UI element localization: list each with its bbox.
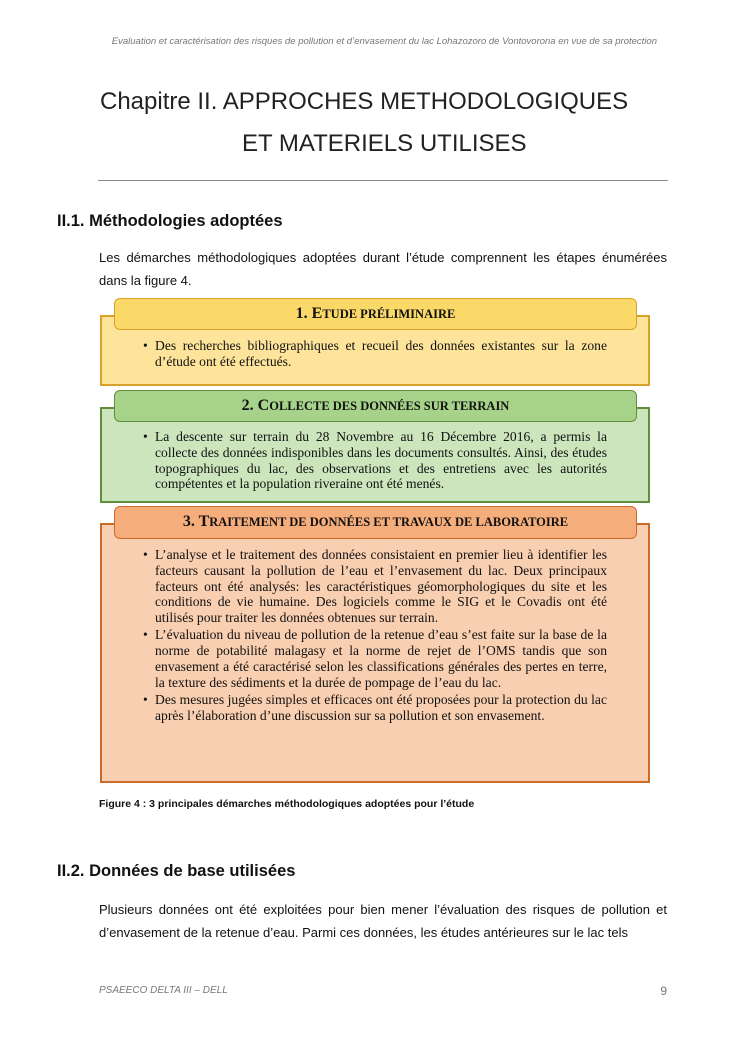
chapter-title-line-1: Chapitre II. APPROCHES METHODOLOGIQUES xyxy=(100,88,629,115)
step-2-title: 2. COLLECTE DES DONNÉES SUR TERRAIN xyxy=(114,390,637,422)
page-number: 9 xyxy=(660,984,667,998)
list-item: • La descente sur terrain du 28 Novembre au 16 Décembre 2016, a permis la collecte des données indisponibles dans les documents consultés. Ainsi, des études topographiques du lac, des observations et des entretiens avec les autorités compétentes et la population riveraine ont été menés. xyxy=(155,429,607,492)
figure-caption: Figure 4 : 3 principales démarches méthodologiques adoptées pour l’étude xyxy=(99,798,475,810)
section-intro-paragraph: Les démarches méthodologiques adoptées durant l’étude comprennent les étapes énumérées dans la figure 4. xyxy=(99,250,667,288)
list-item: • L’analyse et le traitement des données consistaient en premier lieu à identifier les facteurs causant la pollution de l’eau et l’envasement du lac. Deux principaux facteurs ont été analysés: les caractéristiques géomorphologiques du site et les conditions de vie humaine. Des logiciels comme le SIG et le Covadis ont été utilisés pour traiter les données obtenues sur terrain. xyxy=(155,547,607,626)
section-2-paragraph: Plusieurs données ont été exploitées pour bien mener l’évaluation des risques de pollution et d’envasement de la retenue d’eau. Parmi ces données, les études antérieures sur le lac tels xyxy=(99,902,667,940)
chapter-title-line-2: ET MATERIELS UTILISES xyxy=(242,130,527,157)
step-2-bullets xyxy=(155,429,607,494)
step-3-title: 3. TRAITEMENT DE DONNÉES ET TRAVAUX DE LABORATOIRE xyxy=(114,506,637,539)
list-item: • L’évaluation du niveau de pollution de la retenue d’eau s’est faite sur la base de la norme de potabilité malagasy et la norme de rejet de l’OMS tandis que son envasement a été caractérisé selon les classifications générales des pertes en terre, la texture des sédiments et la durée de pompage de l’eau du lac. xyxy=(155,627,607,690)
step-1-title: 1. ETUDE PRÉLIMINAIRE xyxy=(114,298,637,330)
list-item: • Des mesures jugées simples et efficaces ont été proposées pour la protection du lac après l’élaboration d’une discussion sur sa pollution et son envasement. xyxy=(155,692,607,724)
section-heading-donnees: II.2. Données de base utilisées xyxy=(57,862,296,880)
list-item: • Des recherches bibliographiques et recueil des données existantes sur la zone d’étude ont été effectués. xyxy=(155,338,607,370)
running-header: Evaluation et caractérisation des risques de pollution et d’envasement du lac Lohazozoro de Vontovorona en vue de sa protection xyxy=(111,36,657,47)
step-3-bullets xyxy=(155,547,607,725)
footer-project: PSAEECO DELTA III – DELL xyxy=(99,985,228,996)
section-heading-methodologies: II.1. Méthodologies adoptées xyxy=(57,212,283,230)
title-divider xyxy=(98,180,668,181)
step-1-bullets xyxy=(155,338,607,371)
